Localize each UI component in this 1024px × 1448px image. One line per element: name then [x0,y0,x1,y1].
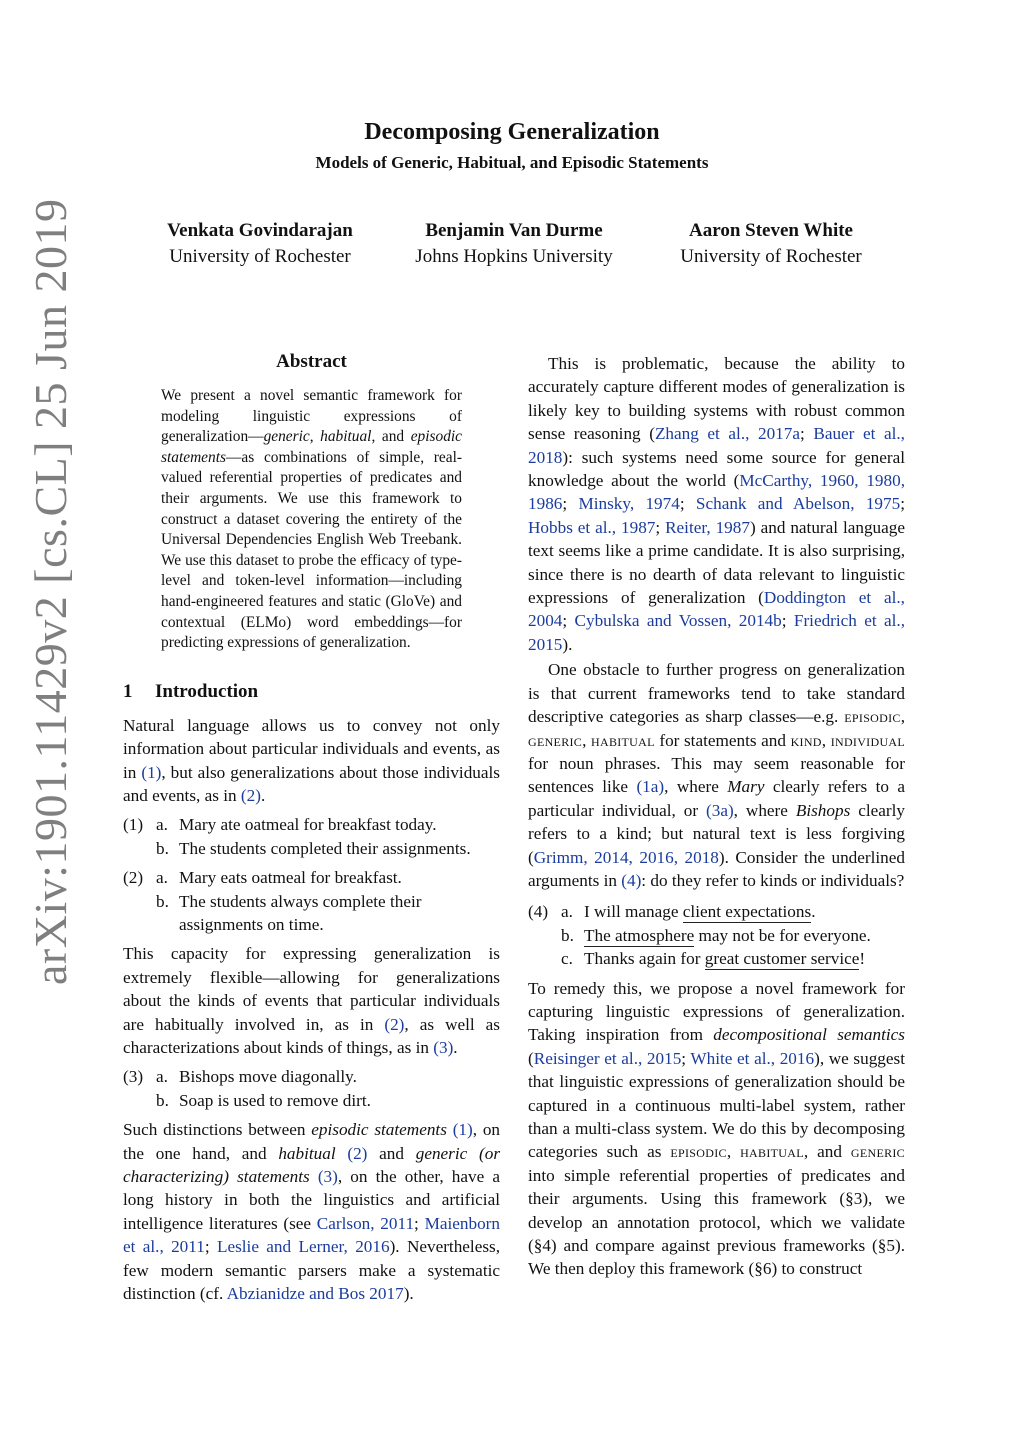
citation-link[interactable]: White et al., 2016 [690,1048,815,1068]
abstract-body: We present a novel semantic framework for modeling linguistic expressions of generalization—generic, habitual, and episodic statements—as combinations of simple, real-valued referential properties of predicates and their arguments. We use this framework to construct a dataset covering the entirety of the Universal Dependencies English Web Treebank. We use this dataset to probe the efficacy of type-level and token-level information—including hand-engineered features and static (GloVe) and contextual (ELMo) word embeddings—for predicting expressions of generalization. [161,387,462,652]
example-ref[interactable]: (2) [347,1143,368,1163]
paper-title: Decomposing Generalization [364,119,660,145]
author-affiliation: University of Rochester [680,246,862,267]
intro-paragraph-2: This capacity for expressing generalization is extremely flexible—allowing for generalizations about the kinds of events that particular individuals are habitually involved in, as in (2), as well as characterizations about kinds of things, as in (3). [123,944,500,1057]
right-paragraph-2: One obstacle to further progress on generalization is that current frameworks tend to take standard descriptive categories as sharp classes—e.g. episodic, generic, habitual for statements and kind, individual for noun phrases. This may seem reasonable for sentences like (1a), where Mary clearly refers to a particular individual, or (3a), where Bishops clearly refers to a kind; but natural text is less forgiving (Grimm, 2014, 2016, 2018). Consider the underlined arguments in (4): do they refer to kinds or individuals? [528,660,906,890]
citation-link[interactable]: Minsky, 1974 [578,494,680,514]
author-affiliation: University of Rochester [169,246,351,267]
example-ref[interactable]: (4) [621,870,642,890]
author-affiliation: Johns Hopkins University [415,246,613,267]
example-ref[interactable]: (1) [141,762,162,782]
citation-link[interactable]: Friedrich et al., 2015 [528,611,906,654]
right-column [528,352,905,1281]
example-ref[interactable]: (1a) [636,777,665,797]
citation-link[interactable]: McCarthy, 1960, 1980, 1986 [528,471,905,514]
example-3: (3) a. Bishops move diagonally. b. Soap is used to remove dirt. [123,1067,371,1110]
citation-link[interactable]: Reiter, 1987 [665,517,750,537]
citation-link[interactable]: Reisinger et al., 2015 [533,1048,682,1068]
citation-link[interactable]: Abzianidze and Bos 2017 [226,1284,404,1304]
author-name: Benjamin Van Durme [425,220,603,241]
right-paragraph-3: To remedy this, we propose a novel framework for capturing linguistic expressions of generalization. Taking inspiration from decompositional semantics (Reisinger et al., 2015; White et al., 2016), we suggest that linguistic expressions of generalization should be captured in a continuous multi-label system, rather than a multi-class system. We do this by decomposing categories such as episodic, habitual, and generic into simple referential properties of predicates and their arguments. Using this framework (§3), we develop an annotation protocol, which we validate (§4) and compare against previous frameworks (§5). We then deploy this framework (§6) to construct [528,978,905,1279]
intro-paragraph-1: Natural language allows us to convey not only information about particular individuals and events, as in (1), but also generalizations about those individuals and events, as in (2). [123,715,500,805]
citation-link[interactable]: Bauer et al., 2018 [528,424,905,467]
citation-link[interactable]: Grimm, 2014, 2016, 2018 [533,847,719,867]
right-paragraph-1: This is problematic, because the ability to accurately capture different modes of generalization is likely key to building systems with robust common sense reasoning (Zhang et al., 2017a; Bauer et al., 2018): such systems need some source for general knowledge about the world (McCarthy, 1960, 1980, 1986; Minsky, 1974; Schank and Abelson, 1975; Hobbs et al., 1987; Reiter, 1987) and natural language text seems like a prime candidate. It is also surprising, since there is no dearth of data relevant to linguistic expressions of generalization (Doddington et al., 2004; Cybulska and Vossen, 2014b; Friedrich et al., 2015). [528,354,906,654]
citation-link[interactable]: Maienborn et al., 2011 [123,1213,500,1257]
example-2: (2) a. Mary eats oatmeal for breakfast. b. The students always complete their assignments on time. [123,868,422,934]
example-ref[interactable]: (3a) [706,800,734,820]
arxiv-identifier: arXiv:1901.11429v2 [cs.CL] 25 Jun 2019 [25,198,76,985]
section-heading-introduction: 1 Introduction [123,680,259,702]
citation-link[interactable]: Zhang et al., 2017a [654,424,800,444]
citation-link[interactable]: Leslie and Lerner, 2016 [216,1237,390,1257]
example-4: (4) a. I will manage client expectations. b. The atmosphere may not be for everyone. c. Thanks again for great customer service! [528,902,871,969]
citation-link[interactable]: Schank and Abelson, 1975 [695,494,901,514]
citation-link[interactable]: Hobbs et al., 1987 [528,517,656,537]
example-ref[interactable]: (2) [384,1014,405,1034]
author-3 [641,218,901,270]
citation-link[interactable]: Cybulska and Vossen, 2014b [574,611,782,631]
example-1: (1) a. Mary ate oatmeal for breakfast today. b. The students completed their assignments. [123,815,471,858]
paper-subtitle: Models of Generic, Habitual, and Episodic Statements [315,153,709,172]
abstract-heading: Abstract [276,351,347,372]
paper-header [0,116,1024,174]
author-name: Venkata Govindarajan [167,220,353,241]
citation-link[interactable]: Carlson, 2011 [316,1213,415,1233]
example-ref[interactable]: (3) [433,1038,454,1057]
author-1 [130,218,390,270]
author-name: Aaron Steven White [689,220,853,241]
intro-paragraph-3: Such distinctions between episodic statements (1), on the one hand, and habitual (2) and generic (or characterizing) statements (3), on the other, have a long history in both the linguistics and artificial intelligence literatures (see Carlson, 2011; Maienborn et al., 2011; Leslie and Lerner, 2016). Nevertheless, few modern semantic parsers make a systematic distinction (cf. Abzianidze and Bos 2017). [123,1120,501,1304]
citation-link[interactable]: Doddington et al., 2004 [528,588,905,631]
author-2 [384,218,644,270]
example-ref[interactable]: (1) [452,1120,473,1140]
example-ref[interactable]: (3) [317,1167,338,1187]
example-ref[interactable]: (2) [240,785,261,805]
left-column [123,350,500,1305]
